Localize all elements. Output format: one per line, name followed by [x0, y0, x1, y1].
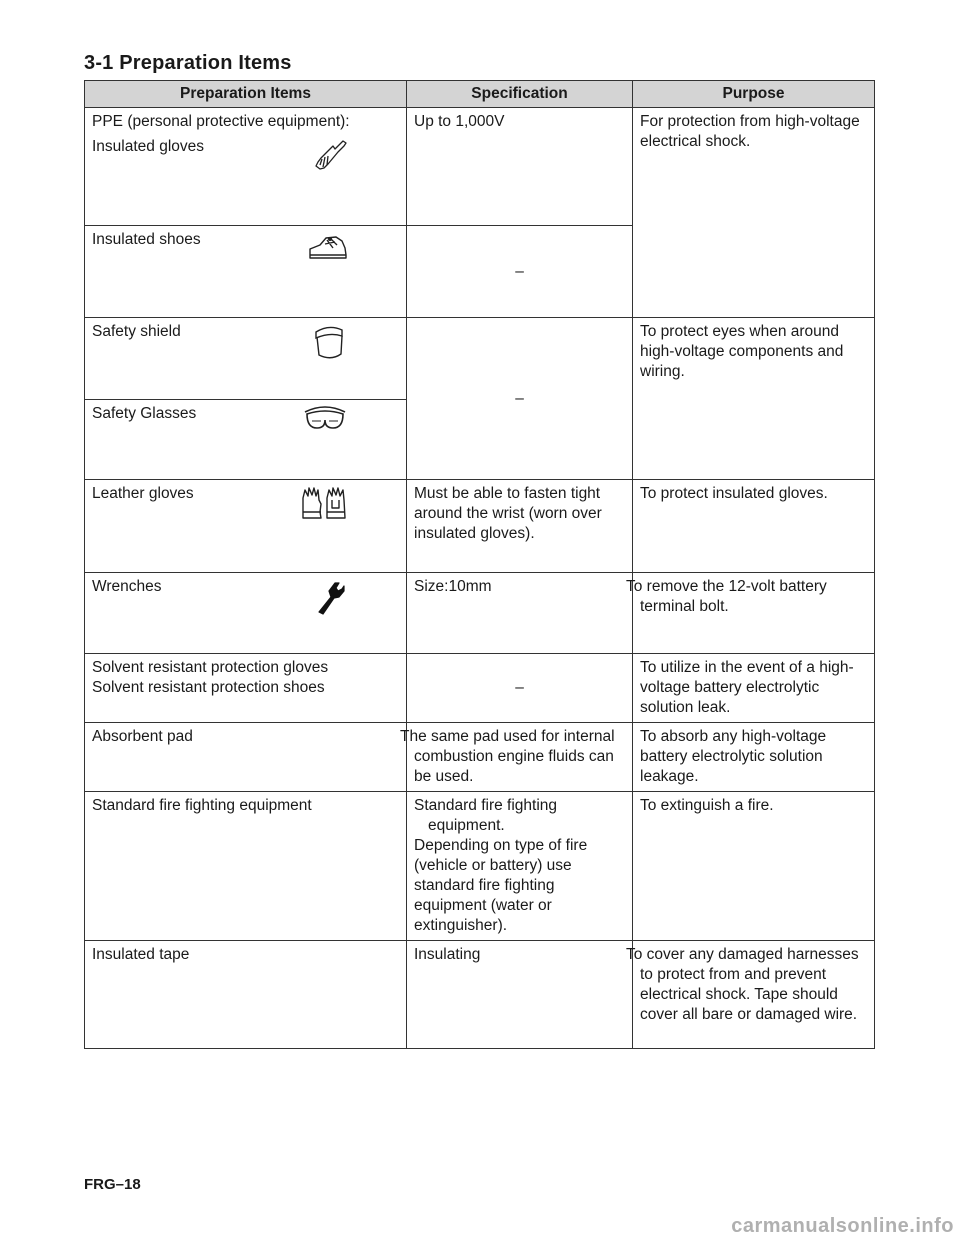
item-leather-gloves: Leather gloves	[92, 485, 194, 502]
table-row	[85, 573, 875, 654]
purpose-cell: To cover any damaged harnesses to protect from and prevent electrical shock. Tape should cover all bare or damaged wire.	[633, 941, 875, 1049]
purpose-cell: For protection from high-voltage electrical shock.	[633, 108, 875, 318]
item-cell	[85, 480, 407, 573]
item-safety-glasses: Safety Glasses	[92, 405, 197, 422]
table-row	[85, 654, 875, 723]
leather-gloves-icon	[299, 484, 349, 530]
item-insulated-gloves: Insulated gloves	[92, 138, 205, 155]
item-cell	[85, 318, 407, 400]
fire-spec-line-1: Standard fire fighting equipment.	[414, 797, 558, 834]
item-cell: Insulated tape	[85, 941, 407, 1049]
spec-cell: The same pad used for internal combustion engine fluids can be used.	[407, 723, 633, 792]
spec-cell: Must be able to fasten tight around the wrist (worn over insulated gloves).	[407, 480, 633, 573]
header-preparation-items: Preparation Items	[85, 81, 407, 108]
item-cell: Standard fire fighting equipment	[85, 792, 407, 941]
purpose-cell: To protect eyes when around high-voltage components and wiring.	[633, 318, 875, 480]
item-cell: Absorbent pad	[85, 723, 407, 792]
shoe-icon	[307, 230, 349, 270]
spec-cell: –	[407, 654, 633, 723]
section-title: 3-1 Preparation Items	[84, 52, 292, 74]
purpose-cell: To absorb any high-voltage battery electrolytic solution leakage.	[633, 723, 875, 792]
table-row	[85, 792, 875, 941]
fire-spec-line-2: Depending on type of fire (vehicle or battery) use standard fire fighting equipment (water or extinguisher).	[414, 837, 588, 934]
purpose-cell: To utilize in the event of a high-voltage battery electrolytic solution leak.	[633, 654, 875, 723]
table-row	[85, 723, 875, 792]
purpose-cell: To extinguish a fire.	[633, 792, 875, 941]
item-insulated-shoes: Insulated shoes	[92, 231, 201, 248]
safety-glasses-icon	[301, 404, 349, 440]
item-cell	[85, 573, 407, 654]
spec-cell: –	[407, 318, 633, 480]
table-header-row	[85, 81, 875, 108]
header-specification: Specification	[407, 81, 633, 108]
spec-cell	[407, 792, 633, 941]
table-row	[85, 318, 875, 400]
table-row	[85, 941, 875, 1049]
ppe-heading: PPE (personal protective equipment):	[92, 113, 350, 130]
item-cell	[85, 226, 407, 318]
purpose-cell: To protect insulated gloves.	[633, 480, 875, 573]
glove-icon	[313, 137, 349, 179]
item-solvent-gloves: Solvent resistant protection gloves	[92, 659, 329, 676]
spec-cell: –	[407, 226, 633, 318]
preparation-items-table	[84, 80, 875, 1049]
face-shield-icon	[309, 322, 349, 368]
page-number: FRG–18	[84, 1176, 141, 1193]
spec-cell: Insulating	[407, 941, 633, 1049]
purpose-cell: To remove the 12-volt battery terminal bolt.	[633, 573, 875, 654]
item-wrenches: Wrenches	[92, 578, 162, 595]
watermark: carmanualsonline.info	[731, 1215, 954, 1237]
header-purpose: Purpose	[633, 81, 875, 108]
table-row	[85, 480, 875, 573]
item-solvent-shoes: Solvent resistant protection shoes	[92, 679, 325, 696]
item-cell	[85, 654, 407, 723]
spec-cell: Up to 1,000V	[407, 108, 633, 226]
item-safety-shield: Safety shield	[92, 323, 181, 340]
spec-cell: Size:10mm	[407, 573, 633, 654]
item-cell	[85, 108, 407, 226]
wrench-icon	[309, 577, 349, 623]
item-cell	[85, 400, 407, 480]
table-row	[85, 108, 875, 226]
